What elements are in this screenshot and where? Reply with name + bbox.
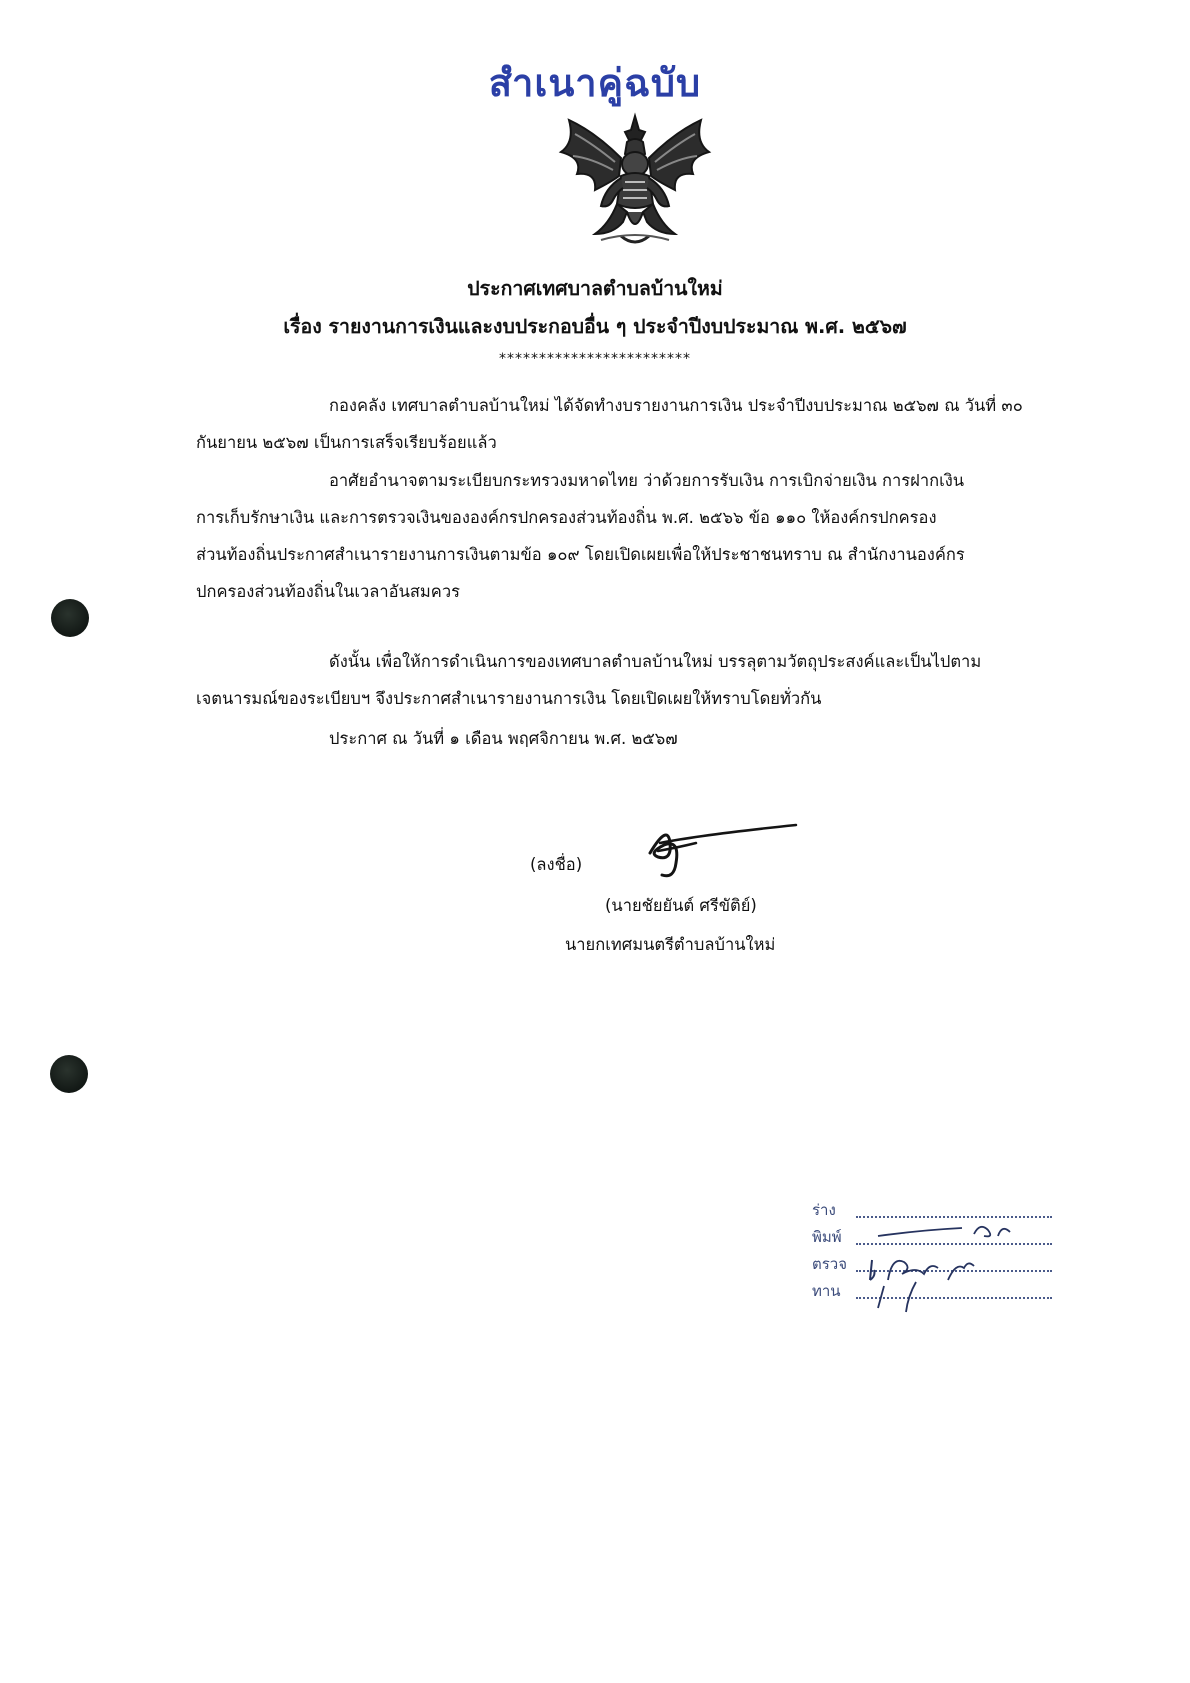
routing-row-review	[812, 1277, 1052, 1304]
routing-label: พิมพ์	[812, 1228, 842, 1246]
paragraph-3-line-2: เจตนารมณ์ของระเบียบฯ จึงประกาศสำเนารายงานการเงิน โดยเปิดเผยให้ทราบโดยทั่วกัน	[196, 689, 822, 708]
paragraph-2-line-4: ปกครองส่วนท้องถิ่นในเวลาอันสมควร	[196, 582, 460, 601]
routing-dotted-line	[856, 1243, 1052, 1245]
punch-hole-bottom	[50, 1055, 88, 1093]
paragraph-2	[196, 462, 1076, 610]
routing-row-draft	[812, 1196, 1052, 1223]
routing-dotted-line	[856, 1297, 1052, 1299]
garuda-emblem-icon	[555, 112, 715, 252]
routing-box	[812, 1196, 1052, 1304]
paragraph-3	[196, 643, 1076, 717]
signature-label: (ลงชื่อ)	[530, 855, 583, 874]
paragraph-3-line-1: ดังนั้น เพื่อให้การดำเนินการของเทศบาลตำบลบ้านใหม่ บรรลุตามวัตถุประสงค์และเป็นไปตาม	[329, 652, 982, 671]
signatory-name: (นายชัยยันต์ ศรีขัติย์)	[605, 896, 757, 915]
paragraph-1-line-2: กันยายน ๒๕๖๗ เป็นการเสร็จเรียบร้อยแล้ว	[196, 433, 497, 452]
paragraph-2-line-2: การเก็บรักษาเงิน และการตรวจเงินขององค์กรปกครองส่วนท้องถิ่น พ.ศ. ๒๕๖๖ ข้อ ๑๑๐ ให้องค์กรปกครอง	[196, 508, 937, 527]
announcement-date	[196, 720, 1076, 757]
punch-hole-top	[51, 599, 89, 637]
announcement-subject: เรื่อง รายงานการเงินและงบประกอบอื่น ๆ ประจำปีงบประมาณ พ.ศ. ๒๕๖๗	[283, 315, 907, 338]
copy-stamp: สำเนาคู่ฉบับ	[488, 61, 702, 105]
signatory-position: นายกเทศมนตรีตำบลบ้านใหม่	[565, 935, 776, 954]
paragraph-1-line-1: กองคลัง เทศบาลตำบลบ้านใหม่ ได้จัดทำงบรายงานการเงิน ประจำปีงบประมาณ ๒๕๖๗ ณ วันที่ ๓๐	[329, 396, 1023, 415]
routing-label: ร่าง	[812, 1201, 836, 1219]
routing-row-check	[812, 1250, 1052, 1277]
paragraph-2-line-3: ส่วนท้องถิ่นประกาศสำเนารายงานการเงินตามข้อ ๑๐๙ โดยเปิดเผยเพื่อให้ประชาชนทราบ ณ สำนักงานองค์กร	[196, 545, 965, 564]
routing-dotted-line	[856, 1216, 1052, 1218]
announcement-title: ประกาศเทศบาลตำบลบ้านใหม่	[467, 277, 723, 300]
paragraph-2-line-1: อาศัยอำนาจตามระเบียบกระทรวงมหาดไทย ว่าด้วยการรับเงิน การเบิกจ่ายเงิน การฝากเงิน	[329, 471, 965, 490]
routing-row-print	[812, 1223, 1052, 1250]
routing-dotted-line	[856, 1270, 1052, 1272]
announcement-date-line: ประกาศ ณ วันที่ ๑ เดือน พฤศจิกายน พ.ศ. ๒๕๖๗	[329, 729, 678, 748]
title-divider: ************************	[499, 351, 691, 367]
handwritten-signature	[640, 813, 800, 883]
paragraph-1	[196, 387, 1076, 461]
routing-label: ตรวจ	[812, 1255, 848, 1273]
routing-label: ทาน	[812, 1282, 841, 1300]
